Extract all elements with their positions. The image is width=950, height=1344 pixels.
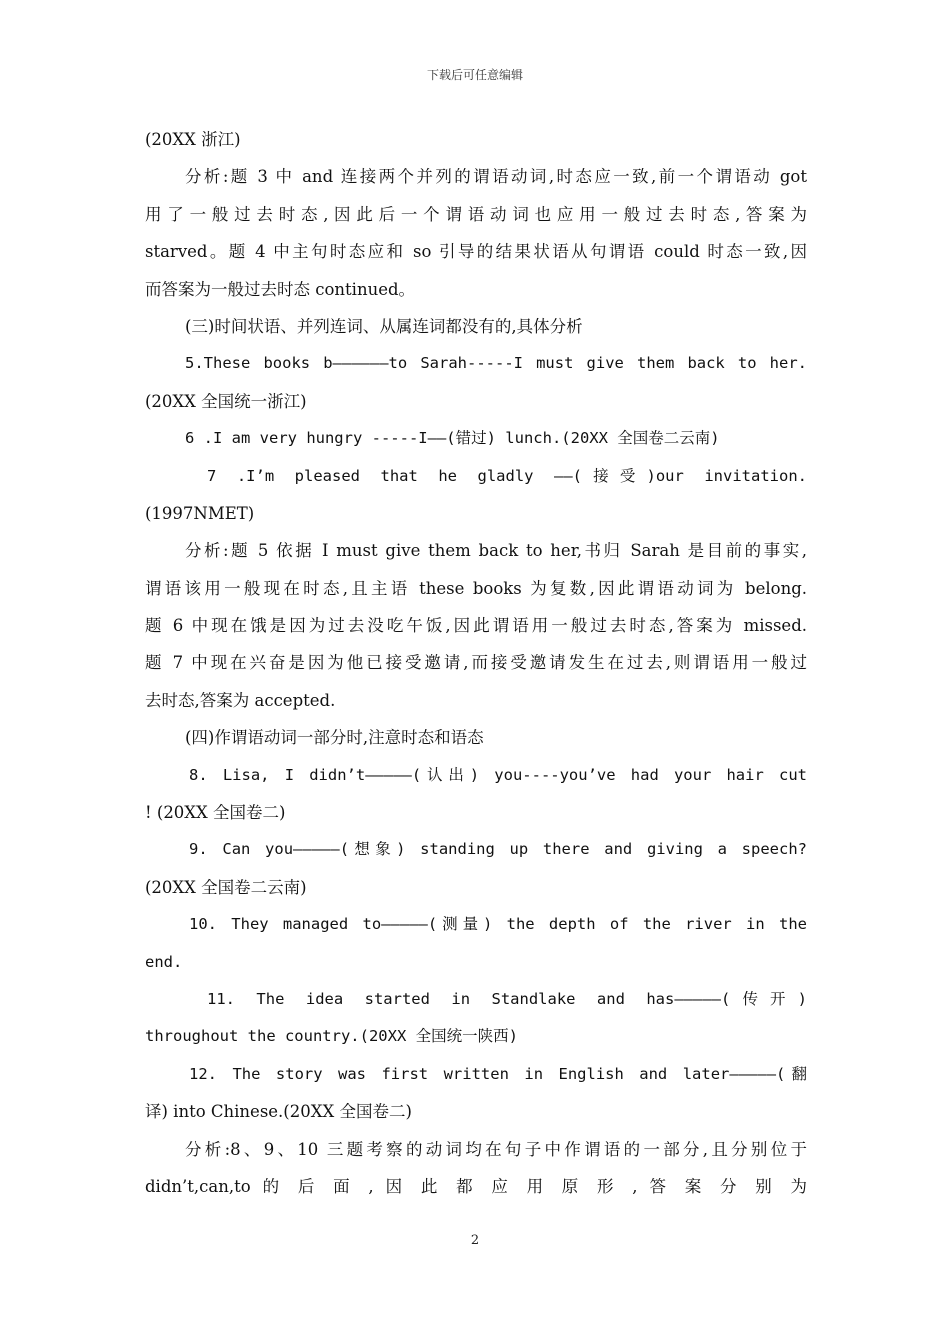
text-line: 去时态,答案为 accepted. (145, 690, 336, 710)
page-number: 2 (470, 1233, 480, 1248)
page-header: 下载后可任意编辑 (426, 68, 523, 82)
text-line: 分析:题 5 依据 I must give them back to her,书归 Sarah 是目前的事实, (185, 541, 807, 561)
text-line: starved。题 4 中主句时态应和 so 引导的结果状语从句谓语 could 时态一致,因 (145, 242, 807, 262)
text-line: 分析:题 3 中 and 连接两个并列的谓语动词,时态应一致,前一个谓语动 got (185, 167, 807, 187)
text-line: 谓语该用一般现在时态,且主语 these books 为复数,因此谓语动词为 belong. (145, 578, 807, 598)
section-heading: (三)时间状语、并列连词、从属连词都没有的,具体分析 (185, 316, 583, 336)
text-line: end. (145, 952, 183, 971)
text-line: (1997NMET) (145, 503, 255, 523)
text-line: (20XX 全国卷二云南) (145, 877, 307, 897)
exercise-line: 5.These books b——————to Sarah-----I must give them back to her. (185, 354, 807, 373)
text-line: 分析:8、9、10 三题考察的动词均在句子中作谓语的一部分,且分别位于 (185, 1139, 807, 1159)
text-line: 而答案为一般过去时态 continued。 (145, 279, 416, 299)
exercise-line: 7 .I’m pleased that he gladly ——(接受)our invitation. (207, 466, 807, 485)
text-line: (20XX 全国统一浙江) (145, 391, 307, 411)
exercise-line: 10. They managed to—————(测量) the depth of the river in the (189, 915, 807, 934)
exercise-line: 9. Can you—————(想象) standing up there and giving a speech? (189, 840, 807, 859)
section-heading: (四)作谓语动词一部分时,注意时态和语态 (185, 728, 484, 748)
text-line: 译) into Chinese.(20XX 全国卷二) (145, 1102, 412, 1122)
exercise-line: 6 .I am very hungry -----I——(错过) lunch.(20XX 全国卷二云南) (185, 429, 720, 448)
text-line: 用 了 一 般 过 去 时 态 , 因 此 后 一 个 谓 语 动 词 也 应 用 一 般 过 去 时 态 , 答 案 为 (145, 204, 807, 224)
text-line: throughout the country.(20XX 全国统一陕西) (145, 1027, 518, 1046)
text-line: didn’t,can,to 的 后 面 , 因 此 都 应 用 原 形 , 答 案 分 别 为 (145, 1176, 807, 1196)
text-line: (20XX 浙江) (145, 130, 241, 149)
text-line: 题 6 中现在饿是因为过去没吃午饭,因此谓语用一般过去时态,答案为 missed. (145, 616, 807, 636)
exercise-line: 11. The idea started in Standlake and has—————(传开) (207, 989, 807, 1008)
exercise-line: 12. The story was first written in English and later—————(翻 (189, 1064, 807, 1083)
exercise-line: 8. Lisa, I didn’t—————(认出) you----you’ve had your hair cut (189, 765, 807, 784)
text-line: ! (20XX 全国卷二) (145, 803, 286, 823)
text-line: 题 7 中现在兴奋是因为他已接受邀请,而接受邀请发生在过去,则谓语用一般过 (145, 653, 807, 673)
document-body (145, 121, 807, 1205)
